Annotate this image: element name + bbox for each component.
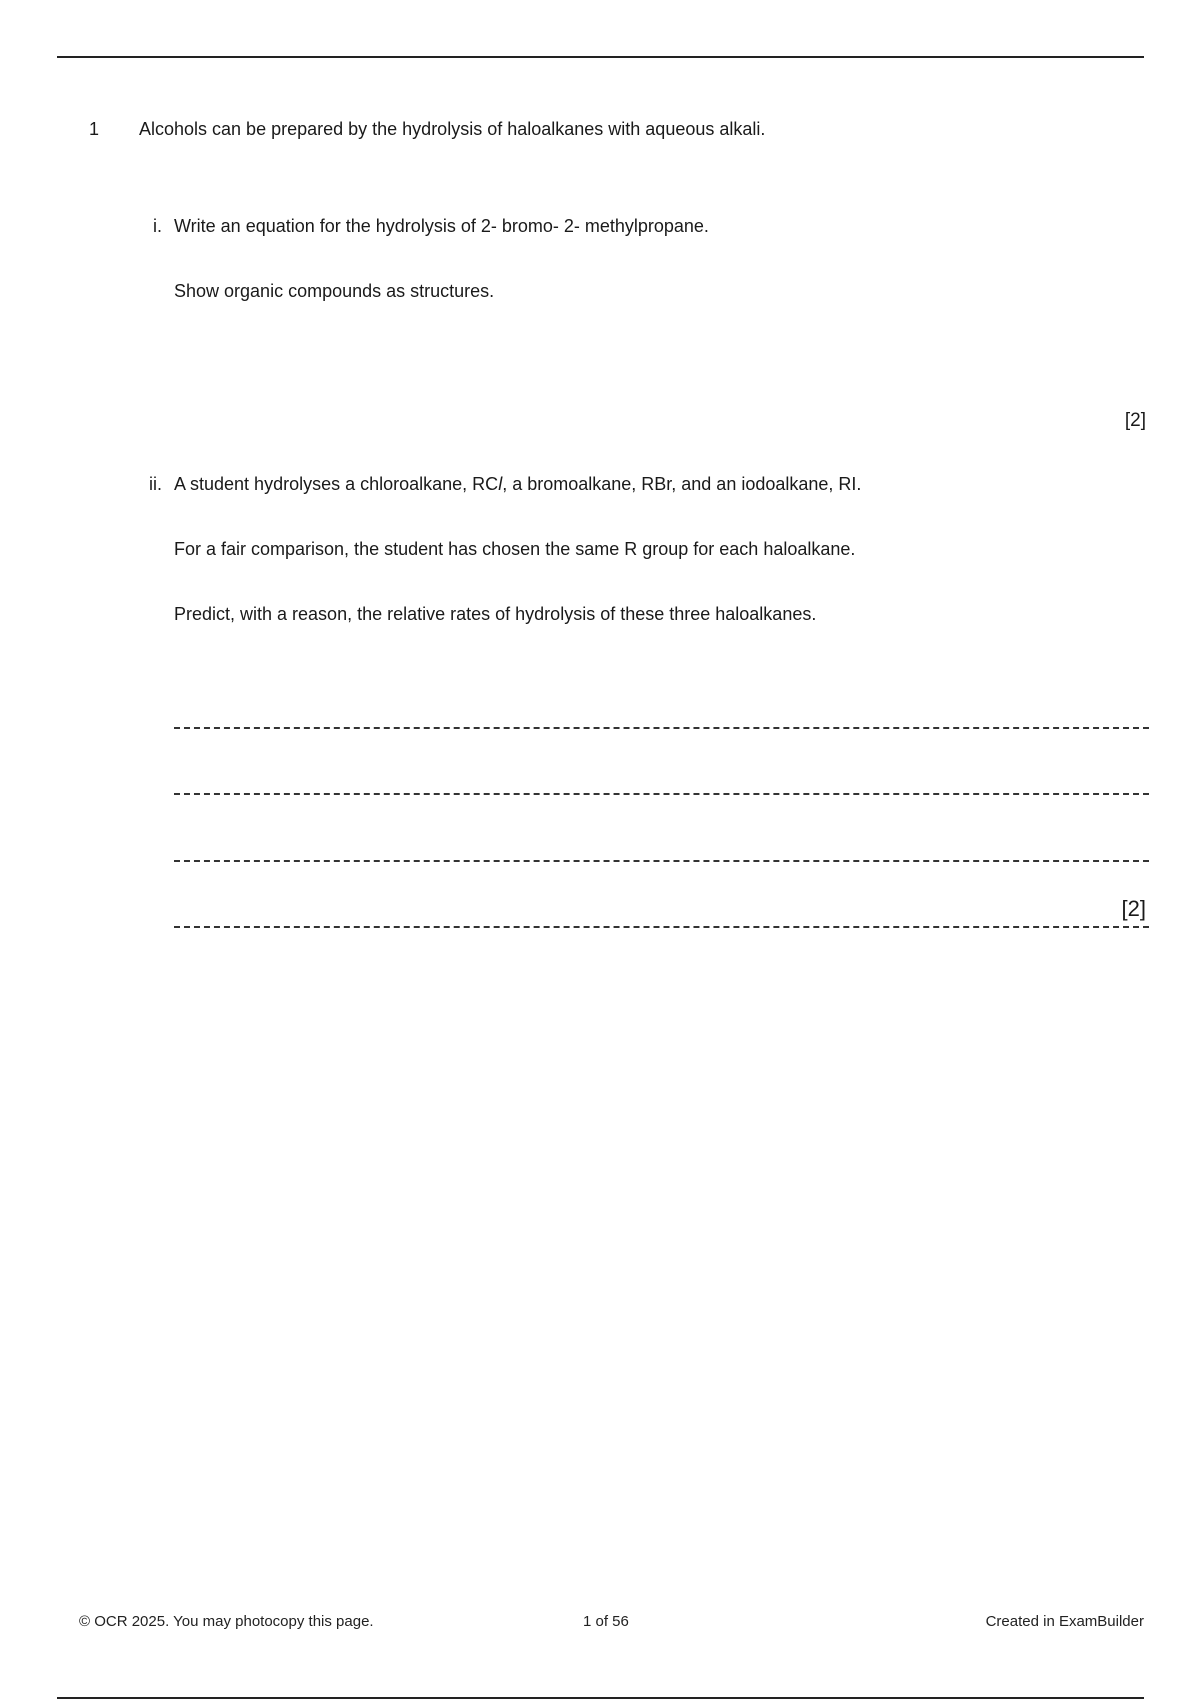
part-ii-scenario-italic: l <box>498 474 503 494</box>
part-ii-label: ii. <box>149 474 162 494</box>
part-i-note: Show organic compounds as structures. <box>174 281 495 301</box>
answer-line[interactable] <box>174 727 1149 729</box>
footer-rule <box>57 1697 1144 1699</box>
answer-line[interactable] <box>174 926 1149 928</box>
footer-created: Created in ExamBuilder <box>985 1613 1144 1630</box>
part-ii-scenario-end: , a bromoalkane, RBr, and an iodoalkane, RI. <box>502 474 862 494</box>
part-i-label: i. <box>153 216 162 236</box>
part-ii-scenario-start: A student hydrolyses a chloroalkane, RC <box>174 474 499 494</box>
footer-page-number: 1 of 56 <box>583 1613 629 1630</box>
answer-line[interactable] <box>174 860 1149 862</box>
footer-copyright: © OCR 2025. You may photocopy this page. <box>79 1613 374 1630</box>
part-ii-context: For a fair comparison, the student has chosen the same R group for each haloalkane. <box>174 539 856 559</box>
part-ii-instruction: Predict, with a reason, the relative rates of hydrolysis of these three haloalkanes. <box>174 604 817 624</box>
header-rule <box>57 56 1144 58</box>
part-i-instruction: Write an equation for the hydrolysis of 2- bromo- 2- methylpropane. <box>174 216 709 236</box>
question-stem: Alcohols can be prepared by the hydrolysis of haloalkanes with aqueous alkali. <box>139 119 766 139</box>
part-i-marks: [2] <box>1124 410 1146 431</box>
answer-line[interactable] <box>174 793 1149 795</box>
question-number: 1 <box>89 119 100 139</box>
part-ii-scenario <box>174 473 861 495</box>
part-ii-marks: [2] <box>1121 896 1146 921</box>
